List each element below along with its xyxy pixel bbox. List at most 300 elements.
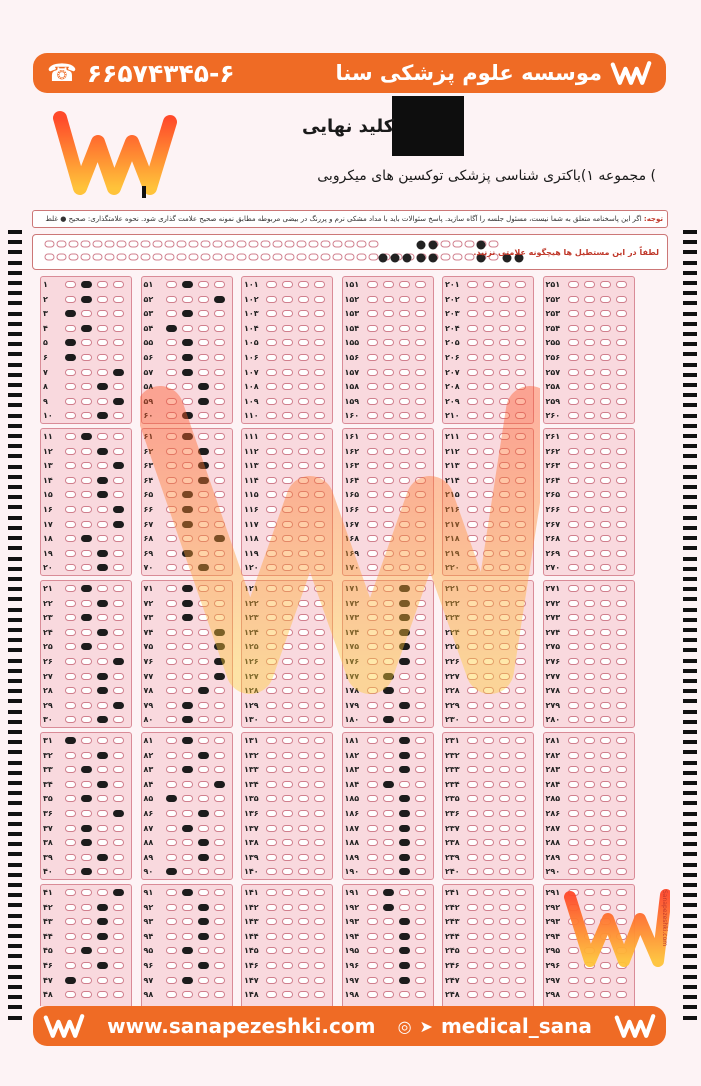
answer-bubble-3[interactable]: [97, 564, 108, 571]
answer-bubble-1[interactable]: [166, 918, 177, 925]
answer-bubble-2[interactable]: [182, 752, 193, 759]
answer-bubble-4[interactable]: [314, 854, 325, 861]
answer-bubble-3[interactable]: [298, 339, 309, 346]
answer-bubble-2[interactable]: [584, 412, 595, 419]
answer-bubble-1[interactable]: [65, 889, 76, 896]
answer-bubble-4[interactable]: [515, 810, 526, 817]
answer-bubble-4[interactable]: [113, 991, 124, 998]
answer-bubble-3[interactable]: [97, 369, 108, 376]
answer-bubble-2[interactable]: [584, 535, 595, 542]
answer-bubble-4[interactable]: [214, 795, 225, 802]
answer-bubble-4[interactable]: [616, 325, 627, 332]
answer-bubble-1[interactable]: [65, 962, 76, 969]
answer-bubble-4[interactable]: [515, 737, 526, 744]
answer-bubble-2[interactable]: [483, 825, 494, 832]
answer-bubble-3[interactable]: [198, 810, 209, 817]
answer-bubble-2[interactable]: [282, 933, 293, 940]
answer-bubble-1[interactable]: [65, 839, 76, 846]
answer-bubble-3[interactable]: [298, 889, 309, 896]
answer-bubble-2[interactable]: [81, 962, 92, 969]
answer-bubble-1[interactable]: [367, 825, 378, 832]
answer-bubble-1[interactable]: [65, 795, 76, 802]
answer-bubble-4[interactable]: [113, 398, 124, 405]
answer-bubble-1[interactable]: [467, 854, 478, 861]
answer-bubble-2[interactable]: [483, 310, 494, 317]
answer-bubble-2[interactable]: [483, 962, 494, 969]
answer-bubble-2[interactable]: [81, 868, 92, 875]
answer-bubble-1[interactable]: [65, 491, 76, 498]
answer-bubble-1[interactable]: [568, 977, 579, 984]
answer-bubble-1[interactable]: [367, 918, 378, 925]
answer-bubble-2[interactable]: [584, 766, 595, 773]
answer-bubble-3[interactable]: [600, 564, 611, 571]
answer-bubble-2[interactable]: [483, 369, 494, 376]
answer-bubble-4[interactable]: [113, 339, 124, 346]
answer-bubble-4[interactable]: [515, 795, 526, 802]
answer-bubble-1[interactable]: [568, 398, 579, 405]
answer-bubble-2[interactable]: [81, 521, 92, 528]
answer-bubble-2[interactable]: [383, 962, 394, 969]
answer-bubble-3[interactable]: [499, 854, 510, 861]
answer-bubble-3[interactable]: [97, 962, 108, 969]
answer-bubble-1[interactable]: [568, 839, 579, 846]
answer-bubble-1[interactable]: [568, 354, 579, 361]
answer-bubble-3[interactable]: [97, 296, 108, 303]
answer-bubble-3[interactable]: [97, 521, 108, 528]
answer-bubble-3[interactable]: [298, 991, 309, 998]
answer-bubble-1[interactable]: [568, 325, 579, 332]
answer-bubble-2[interactable]: [483, 991, 494, 998]
answer-bubble-1[interactable]: [467, 369, 478, 376]
answer-bubble-1[interactable]: [568, 658, 579, 665]
answer-bubble-3[interactable]: [499, 766, 510, 773]
answer-bubble-4[interactable]: [616, 383, 627, 390]
answer-bubble-4[interactable]: [113, 781, 124, 788]
answer-bubble-4[interactable]: [616, 752, 627, 759]
answer-bubble-2[interactable]: [182, 766, 193, 773]
answer-bubble-4[interactable]: [113, 369, 124, 376]
answer-bubble-2[interactable]: [81, 433, 92, 440]
answer-bubble-3[interactable]: [499, 977, 510, 984]
answer-bubble-1[interactable]: [568, 281, 579, 288]
answer-bubble-4[interactable]: [616, 839, 627, 846]
answer-bubble-1[interactable]: [65, 550, 76, 557]
answer-bubble-4[interactable]: [113, 433, 124, 440]
answer-bubble-2[interactable]: [584, 281, 595, 288]
answer-bubble-1[interactable]: [65, 825, 76, 832]
answer-bubble-2[interactable]: [483, 325, 494, 332]
answer-bubble-4[interactable]: [415, 839, 426, 846]
answer-bubble-2[interactable]: [282, 962, 293, 969]
answer-bubble-2[interactable]: [282, 325, 293, 332]
answer-bubble-1[interactable]: [166, 737, 177, 744]
answer-bubble-2[interactable]: [282, 781, 293, 788]
answer-bubble-3[interactable]: [399, 281, 410, 288]
answer-bubble-2[interactable]: [383, 281, 394, 288]
answer-bubble-4[interactable]: [616, 448, 627, 455]
answer-bubble-4[interactable]: [515, 766, 526, 773]
answer-bubble-4[interactable]: [616, 977, 627, 984]
answer-bubble-1[interactable]: [467, 752, 478, 759]
answer-bubble-1[interactable]: [467, 766, 478, 773]
answer-bubble-2[interactable]: [383, 947, 394, 954]
answer-bubble-3[interactable]: [399, 752, 410, 759]
answer-bubble-2[interactable]: [383, 991, 394, 998]
answer-bubble-2[interactable]: [81, 354, 92, 361]
answer-bubble-3[interactable]: [97, 506, 108, 513]
answer-bubble-3[interactable]: [97, 752, 108, 759]
answer-bubble-4[interactable]: [415, 868, 426, 875]
answer-bubble-3[interactable]: [298, 810, 309, 817]
answer-bubble-4[interactable]: [415, 947, 426, 954]
answer-bubble-3[interactable]: [298, 325, 309, 332]
answer-bubble-3[interactable]: [198, 325, 209, 332]
answer-bubble-1[interactable]: [568, 339, 579, 346]
answer-bubble-3[interactable]: [97, 687, 108, 694]
answer-bubble-3[interactable]: [499, 825, 510, 832]
answer-bubble-2[interactable]: [383, 752, 394, 759]
answer-bubble-2[interactable]: [584, 687, 595, 694]
answer-bubble-3[interactable]: [198, 296, 209, 303]
answer-bubble-3[interactable]: [600, 839, 611, 846]
answer-bubble-4[interactable]: [113, 535, 124, 542]
answer-bubble-2[interactable]: [182, 947, 193, 954]
answer-bubble-2[interactable]: [81, 491, 92, 498]
answer-bubble-4[interactable]: [415, 825, 426, 832]
answer-bubble-4[interactable]: [515, 991, 526, 998]
answer-bubble-4[interactable]: [113, 600, 124, 607]
answer-bubble-1[interactable]: [467, 795, 478, 802]
answer-bubble-1[interactable]: [166, 933, 177, 940]
answer-bubble-2[interactable]: [81, 614, 92, 621]
answer-bubble-2[interactable]: [483, 854, 494, 861]
answer-bubble-3[interactable]: [600, 868, 611, 875]
answer-bubble-3[interactable]: [298, 977, 309, 984]
answer-bubble-1[interactable]: [568, 673, 579, 680]
answer-bubble-1[interactable]: [266, 766, 277, 773]
answer-bubble-2[interactable]: [483, 296, 494, 303]
answer-bubble-3[interactable]: [600, 673, 611, 680]
answer-bubble-4[interactable]: [415, 904, 426, 911]
answer-bubble-1[interactable]: [266, 889, 277, 896]
answer-bubble-2[interactable]: [81, 766, 92, 773]
answer-bubble-3[interactable]: [600, 281, 611, 288]
answer-bubble-3[interactable]: [600, 629, 611, 636]
answer-bubble-2[interactable]: [383, 868, 394, 875]
answer-bubble-1[interactable]: [65, 810, 76, 817]
answer-bubble-1[interactable]: [568, 506, 579, 513]
answer-bubble-1[interactable]: [166, 339, 177, 346]
answer-bubble-2[interactable]: [483, 933, 494, 940]
answer-bubble-4[interactable]: [415, 310, 426, 317]
answer-bubble-4[interactable]: [113, 825, 124, 832]
answer-bubble-4[interactable]: [314, 296, 325, 303]
answer-bubble-2[interactable]: [383, 933, 394, 940]
answer-bubble-2[interactable]: [483, 766, 494, 773]
answer-bubble-3[interactable]: [600, 477, 611, 484]
answer-bubble-1[interactable]: [65, 673, 76, 680]
answer-bubble-4[interactable]: [113, 658, 124, 665]
answer-bubble-3[interactable]: [600, 766, 611, 773]
answer-bubble-2[interactable]: [81, 629, 92, 636]
answer-bubble-4[interactable]: [113, 810, 124, 817]
answer-bubble-4[interactable]: [415, 810, 426, 817]
answer-bubble-1[interactable]: [266, 839, 277, 846]
answer-bubble-3[interactable]: [399, 854, 410, 861]
answer-bubble-1[interactable]: [266, 977, 277, 984]
answer-bubble-3[interactable]: [399, 795, 410, 802]
answer-bubble-3[interactable]: [499, 904, 510, 911]
answer-bubble-2[interactable]: [584, 854, 595, 861]
answer-bubble-1[interactable]: [568, 716, 579, 723]
answer-bubble-2[interactable]: [81, 412, 92, 419]
answer-bubble-3[interactable]: [399, 868, 410, 875]
answer-bubble-2[interactable]: [81, 339, 92, 346]
answer-bubble-4[interactable]: [415, 854, 426, 861]
answer-bubble-4[interactable]: [515, 839, 526, 846]
answer-bubble-4[interactable]: [616, 310, 627, 317]
answer-bubble-1[interactable]: [266, 795, 277, 802]
answer-bubble-4[interactable]: [616, 296, 627, 303]
answer-bubble-1[interactable]: [166, 868, 177, 875]
answer-bubble-1[interactable]: [65, 281, 76, 288]
answer-bubble-3[interactable]: [97, 918, 108, 925]
answer-bubble-1[interactable]: [568, 810, 579, 817]
answer-bubble-2[interactable]: [584, 868, 595, 875]
answer-bubble-1[interactable]: [166, 296, 177, 303]
answer-bubble-4[interactable]: [616, 629, 627, 636]
answer-bubble-2[interactable]: [81, 535, 92, 542]
answer-bubble-2[interactable]: [584, 491, 595, 498]
website-link[interactable]: www.sanapezeshki.com: [107, 1014, 376, 1038]
answer-bubble-2[interactable]: [282, 904, 293, 911]
answer-bubble-2[interactable]: [182, 933, 193, 940]
answer-bubble-1[interactable]: [266, 810, 277, 817]
answer-bubble-4[interactable]: [515, 947, 526, 954]
answer-bubble-3[interactable]: [399, 354, 410, 361]
answer-bubble-2[interactable]: [584, 550, 595, 557]
answer-bubble-3[interactable]: [499, 933, 510, 940]
answer-bubble-1[interactable]: [367, 933, 378, 940]
answer-bubble-3[interactable]: [97, 550, 108, 557]
answer-bubble-1[interactable]: [65, 868, 76, 875]
answer-bubble-3[interactable]: [97, 868, 108, 875]
answer-bubble-4[interactable]: [113, 702, 124, 709]
answer-bubble-1[interactable]: [65, 977, 76, 984]
answer-bubble-4[interactable]: [214, 737, 225, 744]
answer-bubble-3[interactable]: [97, 354, 108, 361]
answer-bubble-4[interactable]: [616, 462, 627, 469]
answer-bubble-1[interactable]: [568, 585, 579, 592]
answer-bubble-4[interactable]: [314, 369, 325, 376]
answer-bubble-1[interactable]: [467, 918, 478, 925]
answer-bubble-1[interactable]: [65, 412, 76, 419]
answer-bubble-1[interactable]: [568, 991, 579, 998]
answer-bubble-2[interactable]: [383, 825, 394, 832]
answer-bubble-3[interactable]: [198, 962, 209, 969]
answer-bubble-3[interactable]: [97, 977, 108, 984]
answer-bubble-3[interactable]: [600, 383, 611, 390]
answer-bubble-1[interactable]: [166, 369, 177, 376]
answer-bubble-2[interactable]: [81, 564, 92, 571]
answer-bubble-1[interactable]: [65, 296, 76, 303]
answer-bubble-1[interactable]: [367, 781, 378, 788]
answer-bubble-2[interactable]: [81, 839, 92, 846]
answer-bubble-1[interactable]: [568, 868, 579, 875]
answer-bubble-4[interactable]: [113, 673, 124, 680]
answer-bubble-1[interactable]: [568, 535, 579, 542]
answer-bubble-3[interactable]: [298, 766, 309, 773]
answer-bubble-4[interactable]: [616, 643, 627, 650]
answer-bubble-1[interactable]: [65, 600, 76, 607]
answer-bubble-2[interactable]: [81, 643, 92, 650]
answer-bubble-4[interactable]: [415, 933, 426, 940]
answer-bubble-1[interactable]: [568, 521, 579, 528]
answer-bubble-4[interactable]: [214, 918, 225, 925]
answer-bubble-2[interactable]: [584, 369, 595, 376]
answer-bubble-2[interactable]: [81, 889, 92, 896]
answer-bubble-2[interactable]: [483, 947, 494, 954]
answer-bubble-1[interactable]: [65, 325, 76, 332]
answer-bubble-3[interactable]: [198, 369, 209, 376]
answer-bubble-1[interactable]: [568, 433, 579, 440]
answer-bubble-1[interactable]: [367, 325, 378, 332]
answer-bubble-1[interactable]: [166, 839, 177, 846]
answer-bubble-3[interactable]: [97, 462, 108, 469]
answer-bubble-2[interactable]: [584, 977, 595, 984]
answer-bubble-4[interactable]: [616, 412, 627, 419]
answer-bubble-4[interactable]: [616, 868, 627, 875]
answer-bubble-1[interactable]: [166, 281, 177, 288]
answer-bubble-4[interactable]: [415, 766, 426, 773]
answer-bubble-3[interactable]: [198, 933, 209, 940]
answer-bubble-1[interactable]: [266, 991, 277, 998]
answer-bubble-3[interactable]: [499, 354, 510, 361]
answer-bubble-1[interactable]: [65, 614, 76, 621]
answer-bubble-2[interactable]: [81, 752, 92, 759]
answer-bubble-4[interactable]: [113, 281, 124, 288]
answer-bubble-1[interactable]: [266, 904, 277, 911]
answer-bubble-2[interactable]: [81, 947, 92, 954]
answer-bubble-3[interactable]: [97, 643, 108, 650]
answer-bubble-4[interactable]: [616, 991, 627, 998]
answer-bubble-2[interactable]: [584, 614, 595, 621]
answer-bubble-1[interactable]: [166, 354, 177, 361]
answer-bubble-1[interactable]: [367, 977, 378, 984]
answer-bubble-2[interactable]: [584, 433, 595, 440]
answer-bubble-4[interactable]: [113, 550, 124, 557]
answer-bubble-3[interactable]: [298, 904, 309, 911]
answer-bubble-2[interactable]: [584, 296, 595, 303]
answer-bubble-2[interactable]: [81, 585, 92, 592]
answer-bubble-4[interactable]: [616, 702, 627, 709]
answer-bubble-3[interactable]: [198, 354, 209, 361]
answer-bubble-2[interactable]: [81, 448, 92, 455]
answer-bubble-3[interactable]: [600, 752, 611, 759]
answer-bubble-1[interactable]: [568, 737, 579, 744]
answer-bubble-2[interactable]: [584, 737, 595, 744]
answer-bubble-1[interactable]: [367, 339, 378, 346]
answer-bubble-1[interactable]: [367, 868, 378, 875]
answer-bubble-3[interactable]: [399, 766, 410, 773]
answer-bubble-1[interactable]: [467, 737, 478, 744]
answer-bubble-1[interactable]: [65, 766, 76, 773]
answer-bubble-3[interactable]: [600, 702, 611, 709]
answer-bubble-2[interactable]: [182, 977, 193, 984]
answer-bubble-4[interactable]: [113, 766, 124, 773]
answer-bubble-4[interactable]: [214, 325, 225, 332]
answer-bubble-4[interactable]: [113, 977, 124, 984]
answer-bubble-3[interactable]: [399, 781, 410, 788]
answer-bubble-3[interactable]: [600, 977, 611, 984]
answer-bubble-4[interactable]: [214, 296, 225, 303]
answer-bubble-3[interactable]: [399, 904, 410, 911]
answer-bubble-3[interactable]: [499, 918, 510, 925]
answer-bubble-3[interactable]: [600, 462, 611, 469]
answer-bubble-3[interactable]: [298, 918, 309, 925]
answer-bubble-4[interactable]: [415, 781, 426, 788]
answer-bubble-2[interactable]: [182, 325, 193, 332]
answer-bubble-3[interactable]: [600, 643, 611, 650]
answer-bubble-3[interactable]: [600, 433, 611, 440]
answer-bubble-1[interactable]: [266, 947, 277, 954]
answer-bubble-1[interactable]: [65, 462, 76, 469]
answer-bubble-1[interactable]: [467, 354, 478, 361]
answer-bubble-2[interactable]: [584, 991, 595, 998]
answer-bubble-1[interactable]: [65, 658, 76, 665]
answer-bubble-4[interactable]: [616, 521, 627, 528]
answer-bubble-4[interactable]: [113, 947, 124, 954]
answer-bubble-1[interactable]: [367, 810, 378, 817]
answer-bubble-1[interactable]: [266, 354, 277, 361]
answer-bubble-1[interactable]: [266, 918, 277, 925]
answer-bubble-4[interactable]: [214, 854, 225, 861]
answer-bubble-1[interactable]: [65, 933, 76, 940]
answer-bubble-2[interactable]: [383, 918, 394, 925]
answer-bubble-2[interactable]: [584, 752, 595, 759]
answer-bubble-4[interactable]: [616, 673, 627, 680]
answer-bubble-4[interactable]: [415, 325, 426, 332]
answer-bubble-3[interactable]: [600, 506, 611, 513]
answer-bubble-3[interactable]: [298, 752, 309, 759]
answer-bubble-2[interactable]: [81, 550, 92, 557]
answer-bubble-4[interactable]: [515, 918, 526, 925]
answer-bubble-3[interactable]: [399, 310, 410, 317]
answer-bubble-1[interactable]: [166, 991, 177, 998]
answer-bubble-2[interactable]: [383, 904, 394, 911]
answer-bubble-2[interactable]: [182, 795, 193, 802]
answer-bubble-4[interactable]: [515, 825, 526, 832]
answer-bubble-1[interactable]: [568, 462, 579, 469]
answer-bubble-3[interactable]: [600, 854, 611, 861]
answer-bubble-1[interactable]: [65, 752, 76, 759]
answer-bubble-3[interactable]: [97, 433, 108, 440]
answer-bubble-3[interactable]: [97, 889, 108, 896]
answer-bubble-3[interactable]: [97, 325, 108, 332]
answer-bubble-2[interactable]: [282, 795, 293, 802]
answer-bubble-3[interactable]: [198, 339, 209, 346]
answer-bubble-4[interactable]: [113, 412, 124, 419]
answer-bubble-2[interactable]: [383, 310, 394, 317]
answer-bubble-3[interactable]: [600, 535, 611, 542]
answer-bubble-1[interactable]: [467, 281, 478, 288]
answer-bubble-3[interactable]: [399, 839, 410, 846]
answer-bubble-4[interactable]: [616, 795, 627, 802]
answer-bubble-4[interactable]: [214, 781, 225, 788]
answer-bubble-3[interactable]: [97, 658, 108, 665]
answer-bubble-2[interactable]: [81, 462, 92, 469]
answer-bubble-1[interactable]: [367, 795, 378, 802]
